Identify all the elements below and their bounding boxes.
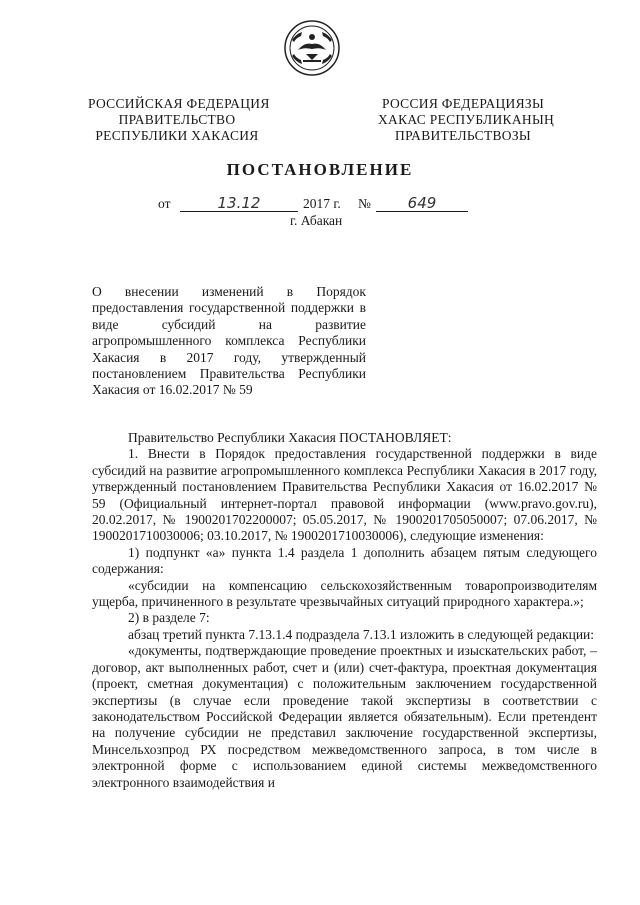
body-paragraph: Правительство Республики Хакасия ПОСТАНОВЛЯЕТ: [128, 430, 452, 445]
header-right [378, 96, 555, 144]
header-left-line: РОССИЙСКАЯ ФЕДЕРАЦИЯ [88, 96, 270, 111]
date-number-line [158, 196, 518, 214]
date-handwritten: 13.12 [180, 196, 298, 212]
city-label: г. Абакан [290, 213, 343, 228]
document-title: ПОСТАНОВЛЕНИЕ [226, 160, 414, 179]
document-subject: О внесении изменений в Порядок предоставления государственной поддержки в виде субсидий на развитие агропромышленного комплекса Республики Хакасия в 2017 году, утвержденный постановлением Правительства Республики Хакасия от 16.02.2017 № 59 [92, 284, 366, 398]
header-left-line: РЕСПУБЛИКИ ХАКАСИЯ [95, 128, 259, 143]
header-left-line: ПРАВИТЕЛЬСТВО [118, 112, 236, 127]
document-body [92, 430, 597, 791]
date-from-label: от [158, 196, 171, 211]
number-handwritten: 649 [376, 196, 468, 212]
body-paragraph: «документы, подтверждающие проведение проектных и изыскательских работ, – договор, акт выполненных работ, счет и (или) счет-фактура, проектная документация (проект, сметная документация) с положительным заключением государственной экспертизы (в случае если проведение такой экспертизы в соответствии с законодательством Российской Федерации является обязательным). Если претендент на получение субсидии не представил заключение государственной экспертизы, Минсельхозпрод РХ посредством межведомственного запроса, в том числе в электронной форме с использованием единой системы межведомственного электронного взаимодействия и [92, 643, 597, 790]
body-paragraph: 1) подпункт «а» пункта 1.4 раздела 1 дополнить абзацем пятым следующего содержания: [92, 544, 597, 577]
header-right-line: РОССИЯ ФЕДЕРАЦИЯЗЫ [381, 96, 545, 111]
body-paragraph: «субсидии на компенсацию сельскохозяйственным товаропроизводителям ущерба, причиненного в результате чрезвычайных ситуаций природного характера.»; [92, 577, 597, 610]
republic-emblem [284, 20, 340, 76]
body-paragraph: 2) в разделе 7: [128, 610, 210, 626]
body-paragraph: абзац третий пункта 7.13.1.4 подраздела 7.13.1 изложить в следующей редакции: [128, 626, 595, 642]
header-right-line: ХАКАС РЕСПУБЛИКАНЫҢ [378, 112, 555, 127]
number-label: № [358, 196, 371, 211]
header-right-line: ПРАВИТЕЛЬСТВОЗЫ [395, 128, 531, 143]
header-left [88, 96, 270, 144]
body-paragraph: 1. Внести в Порядок предоставления государственной поддержки в виде субсидий на развитие агропромышленного комплекса Республики Хакасия в 2017 году, утвержденный постановлением Правительства Республики Хакасия от 16.02.2017 № 59 (Официальный интернет-портал правовой информации (www.pravo.gov.ru), 20.02.2017, № 1900201702200007; 05.05.2017, № 1900201705050007; 07.06.2017, № 1900201710030006; 03.10.2017, № 1900201710030006), следующие изменения: [92, 446, 597, 544]
year-label: 2017 г. [303, 196, 341, 211]
